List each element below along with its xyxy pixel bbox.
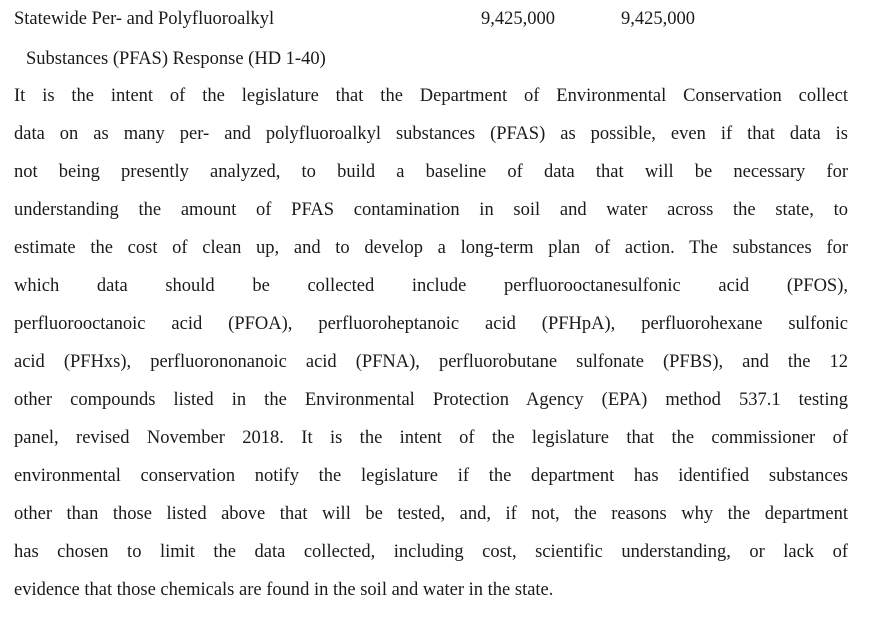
appropriation-amount-1: 9,425,000 — [481, 9, 555, 29]
intent-line: estimate the cost of clean up, and to develop a long-term plan of action. The substances for — [14, 238, 848, 258]
intent-line: environmental conservation notify the legislature if the department has identified substances — [14, 466, 848, 486]
intent-line: not being presently analyzed, to build a baseline of data that will be necessary for — [14, 162, 848, 182]
intent-line: has chosen to limit the data collected, including cost, scientific understanding, or lack of — [14, 542, 848, 562]
appropriation-title-line-2: Substances (PFAS) Response (HD 1-40) — [26, 49, 326, 69]
intent-line: evidence that those chemicals are found in the soil and water in the state. — [14, 580, 554, 600]
intent-line: which data should be collected include perfluorooctanesulfonic acid (PFOS), — [14, 276, 848, 296]
intent-paragraph — [14, 83, 848, 615]
intent-line: acid (PFHxs), perfluorononanoic acid (PFNA), perfluorobutane sulfonate (PFBS), and the 12 — [14, 352, 848, 372]
intent-line: understanding the amount of PFAS contamination in soil and water across the state, to — [14, 200, 848, 220]
intent-line: perfluorooctanoic acid (PFOA), perfluoroheptanoic acid (PFHpA), perfluorohexane sulfonic — [14, 314, 848, 334]
intent-line: It is the intent of the legislature that the Department of Environmental Conservation collect — [14, 86, 848, 106]
appropriation-amount-2: 9,425,000 — [621, 9, 695, 29]
appropriation-title-line-1: Statewide Per- and Polyfluoroalkyl — [14, 9, 275, 29]
intent-line: data on as many per- and polyfluoroalkyl substances (PFAS) as possible, even if that data is — [14, 124, 848, 144]
intent-line: other compounds listed in the Environmental Protection Agency (EPA) method 537.1 testing — [14, 390, 848, 410]
appropriation-item — [14, 6, 774, 76]
intent-line: panel, revised November 2018. It is the intent of the legislature that the commissioner of — [14, 428, 848, 448]
intent-line: other than those listed above that will be tested, and, if not, the reasons why the department — [14, 504, 848, 524]
